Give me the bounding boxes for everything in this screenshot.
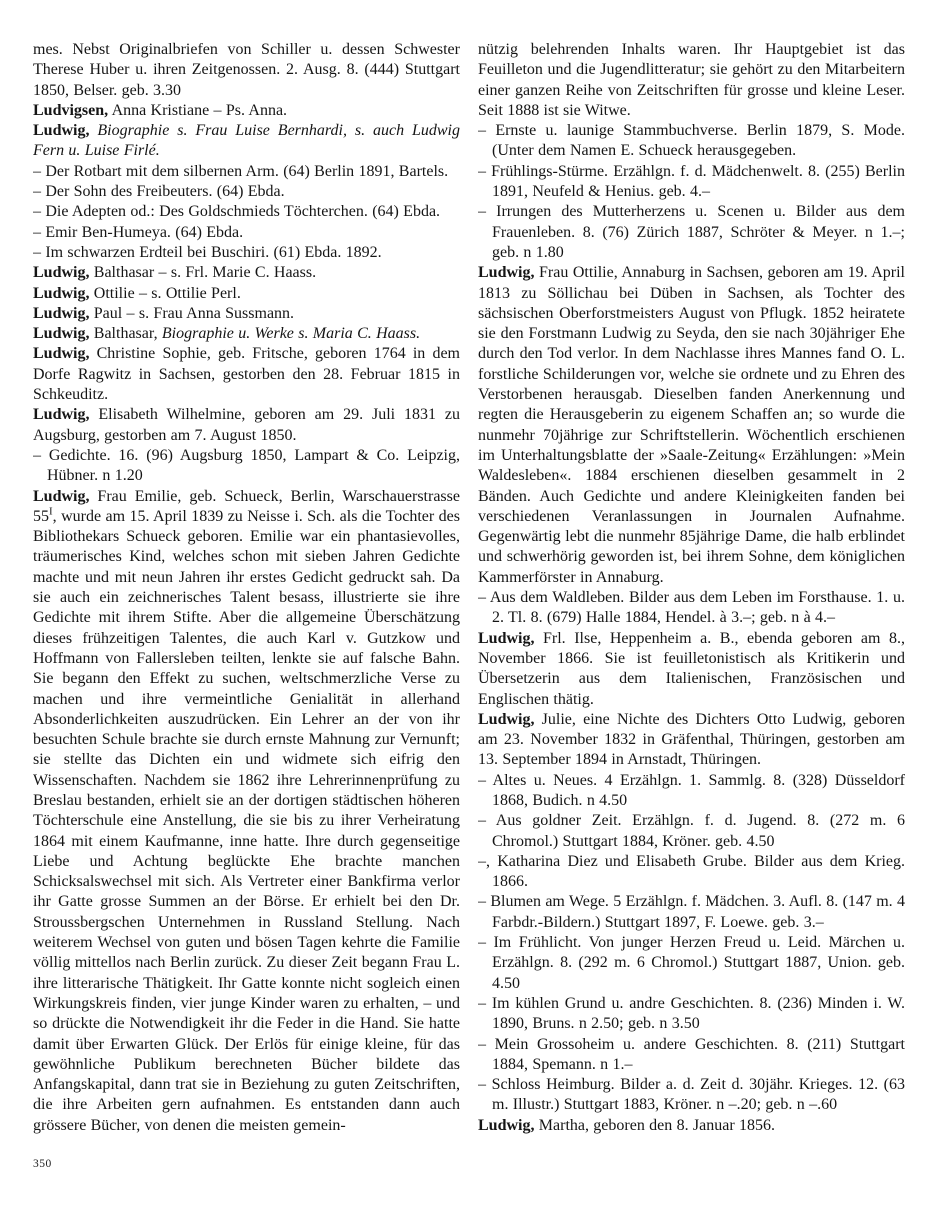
text-segment: Martha, geboren den 8. Januar 1856. (534, 1116, 775, 1134)
text-segment: Frl. Ilse, Heppenheim a. B., ebenda geboren am 8., November 1866. Sie ist feuilletonistisch als Kritikerin und Übersetzerin aus dem Italienischen, Französischen und Englischen thätig. (478, 629, 905, 708)
lexicon-entry (33, 121, 460, 162)
text-segment: Frau Ottilie, Annaburg in Sachsen, geboren am 19. April 1813 zu Söllichau bei Düben in Sachsen, als Tochter des sächsischen Oberforstmeisters August von Pflugk. 1852 heiratete sie den Forstmann Ludwig zu Seyda, den sie nach 30jähriger Ehe durch den Tod verlor. In dem Nachlasse ihres Mannes fand O. L. forstliche Schilderungen vor, welche sie ordnete und zu Ehren des Verstorbenen herausgab. Dieselben fanden Anerkennung und regten die Herausgeberin zu eigenem Schaffen an; so wurde die nunmehr 70jährige zur Schriftstellerin. Wöchentlich erschienen im Unterhaltungsblatte der »Saale-Zeitung« Erzählungen: »Mein Waldesleben«. 1884 erschienen dieselben gesammelt in 2 Bänden. Auch Gedichte und andere Kleinigkeiten fanden bei verschiedenen Veranlassungen in Journalen Aufnahme. Gegenwärtig lebt die nunmehr 85jährige Dame, die halb erblindet und schwerhörig geworden ist, bei ihrem Sohne, dem königlichen Kammerförster in Annaburg. (478, 264, 905, 586)
text-segment: Balthasar – s. Frl. Marie C. Haass. (89, 264, 317, 282)
text-segment: Ludwig, (478, 1116, 535, 1134)
text-segment: Ludwig, (478, 629, 535, 647)
lexicon-entry (33, 304, 460, 324)
text-segment: I (49, 505, 53, 518)
text-segment: Balthasar, (89, 325, 162, 343)
bibliography-item (478, 852, 905, 893)
text-segment: Frau Emilie, geb. Schueck, Berlin, Warschauerstrasse 55 (33, 487, 460, 525)
lexicon-entry (478, 1116, 905, 1136)
bibliography-item (33, 446, 460, 487)
lexicon-entry (33, 487, 460, 1137)
text-segment: – Frühlings-Stürme. Erzählgn. f. d. Mädchenwelt. 8. (255) Berlin 1891, Neufeld & Henius. geb. 4.– (478, 162, 905, 201)
text-segment: – Der Sohn des Freibeuters. (64) Ebda. (33, 183, 285, 201)
text-segment: Ludwig, (33, 406, 90, 424)
bibliography-item (478, 162, 905, 203)
bibliography-item (33, 202, 460, 222)
paragraph (33, 40, 460, 101)
bibliography-item (478, 994, 905, 1035)
bibliography-item (478, 771, 905, 812)
left-column (33, 40, 460, 1165)
bibliography-item (478, 202, 905, 263)
text-segment: mes. Nebst Originalbriefen von Schiller u. dessen Schwester Therese Huber u. ihren Zeitgenossen. 2. Ausg. 8. (444) Stuttgart 1850, Belser. geb. 3.30 (33, 41, 460, 99)
text-segment: – Aus dem Waldleben. Bilder aus dem Leben im Forsthause. 1. u. 2. Tl. 8. (679) Halle 1884, Hendel. à 3.–; geb. n à 4.– (478, 589, 905, 627)
text-segment: Christine Sophie, geb. Fritsche, geboren 1764 in dem Dorfe Ragwitz in Sachsen, gestorben den 28. Februar 1815 in Schkeuditz. (33, 345, 460, 404)
text-segment: Ludwig, (33, 122, 90, 140)
text-columns (33, 40, 905, 1165)
text-segment: Ludwig, (33, 487, 90, 505)
lexicon-entry (33, 405, 460, 446)
lexicon-entry (33, 284, 460, 304)
lexicon-entry (33, 101, 460, 121)
text-segment: Julie, eine Nichte des Dichters Otto Ludwig, geboren am 23. November 1832 in Gräfenthal, Thüringen, gestorben am 13. September 1894 in Arnstadt, Thüringen. (478, 710, 905, 769)
text-segment: Ludvigsen, (33, 101, 109, 119)
bibliography-item (478, 933, 905, 994)
page-number: 350 (33, 1158, 52, 1170)
bibliography-item (33, 162, 460, 182)
text-segment: – Altes u. Neues. 4 Erzählgn. 1. Sammlg. 8. (328) Düsseldorf 1868, Budich. n 4.50 (478, 771, 905, 809)
bibliography-item (478, 1075, 905, 1116)
text-segment: Ludwig, (33, 304, 90, 322)
text-segment: – Ernste u. launige Stammbuchverse. Berlin 1879, S. Mode. (Unter dem Namen E. Schueck herausgegeben. (478, 122, 905, 160)
bibliography-item (478, 1035, 905, 1076)
text-segment: – Der Rotbart mit dem silbernen Arm. (64) Berlin 1891, Bartels. (33, 162, 449, 180)
bibliography-item (33, 243, 460, 263)
lexicon-entry (33, 324, 460, 344)
text-segment: – Blumen am Wege. 5 Erzählgn. f. Mädchen. 3. Aufl. 8. (147 m. 4 Farbdr.-Bildern.) Stuttgart 1897, F. Loewe. geb. 3.– (478, 893, 905, 931)
bibliography-item (478, 892, 905, 933)
text-segment: Ludwig, (33, 284, 90, 302)
bibliography-item (33, 223, 460, 243)
text-segment: Paul – s. Frau Anna Sussmann. (89, 304, 295, 322)
lexicon-entry (33, 344, 460, 405)
text-segment: Anna Kristiane – Ps. Anna. (108, 101, 288, 119)
lexicon-entry (478, 710, 905, 771)
text-segment: – Mein Grossoheim u. andere Geschichten. 8. (211) Stuttgart 1884, Spemann. n 1.– (478, 1035, 905, 1073)
lexicon-entry (33, 263, 460, 283)
text-segment: Ottilie – s. Ottilie Perl. (89, 284, 241, 302)
text-segment: – Die Adepten od.: Des Goldschmieds Töchterchen. (64) Ebda. (33, 203, 441, 221)
text-segment: Ludwig, (33, 345, 90, 363)
text-segment: Biographie s. Frau Luise Bernhardi, s. auch Ludwig Fern u. Luise Firlé. (33, 122, 460, 160)
bibliography-item (478, 121, 905, 162)
text-segment: – Im schwarzen Erdteil bei Buschiri. (61) Ebda. 1892. (33, 243, 382, 261)
text-segment: Ludwig, (33, 325, 90, 343)
text-segment: – Im kühlen Grund u. andre Geschichten. 8. (236) Minden i. W. 1890, Bruns. n 2.50; geb. n 3.50 (478, 994, 905, 1033)
text-segment: – Schloss Heimburg. Bilder a. d. Zeit d. 30jähr. Krieges. 12. (63 m. Illustr.) Stuttgart 1883, Kröner. n –.20; geb. n –.60 (478, 1076, 905, 1114)
lexicon-entry (478, 629, 905, 710)
text-segment: – Emir Ben-Humeya. (64) Ebda. (33, 223, 244, 241)
text-segment: Biographie u. Werke s. Maria C. Haass. (161, 325, 421, 343)
text-segment: Ludwig, (33, 264, 90, 282)
text-segment: nützig belehrenden Inhalts waren. Ihr Hauptgebiet ist das Feuilleton und die Jugendlitteratur; sie gehört zu den Mitarbeitern einer ganzen Reihe von Zeitschriften für grosse und kleine Leser. Seit 1888 ist sie Witwe. (478, 41, 905, 119)
bibliography-item (33, 182, 460, 202)
text-segment: –, Katharina Diez und Elisabeth Grube. Bilder aus dem Krieg. 1866. (478, 852, 905, 891)
text-segment: – Irrungen des Mutterherzens u. Scenen u. Bilder aus dem Frauenleben. 8. (76) Zürich 1887, Schröter & Meyer. n 1.–; geb. n 1.80 (478, 203, 905, 261)
text-segment: – Im Frühlicht. Von junger Herzen Freud u. Leid. Märchen u. Erzählgn. 8. (292 m. 6 Chromol.) Stuttgart 1887, Union. geb. 4.50 (478, 934, 905, 992)
text-segment: – Aus goldner Zeit. Erzählgn. f. d. Jugend. 8. (272 m. 6 Chromol.) Stuttgart 1884, Kröner. geb. 4.50 (478, 812, 905, 850)
text-segment: Ludwig, (478, 710, 535, 728)
paragraph (478, 40, 905, 121)
text-segment: Elisabeth Wilhelmine, geboren am 29. Juli 1831 zu Augsburg, gestorben am 7. August 1850. (33, 406, 460, 444)
text-segment: , wurde am 15. April 1839 zu Neisse i. Sch. als die Tochter des Bibliothekars Schueck geboren. Emilie war ein phantasievolles, träumerisches Kind, welches schon mit sieben Jahren Gedichte machte und mit neun Jahren ihr erstes Gedicht gedruckt sah. Da sie auch ein zeichnerisches Talent besass, illustrierte sie ihre Gedichte mit ihrem Stifte. Aber die allgemeine Überschätzung dieses frühzeitigen Talentes, die auch Karl v. Gutzkow und Hoffmann von Fallersleben teilten, lenkte sie auf falsche Bahn. Sie begann den Effekt zu suchen, weltschmerzliche Verse zu machen und ihre vermeintliche Genialität in allerhand Absonderlichkeiten auszudrücken. Ein Lehrer an der von ihr besuchten Schule brachte sie durch ernste Mahnung zur Vernunft; sie stellte das Dichten ein und widmete sich eifrig den Wissenschaften. Nachdem sie 1862 ihre Lehrerinnenprüfung zu Breslau bestanden, erhielt sie an der dortigen städtischen höheren Töchterschule eine Anstellung, die sie bis zu ihrer Verheiratung 1864 mit einem Kaufmanne, inne hatte. Ihre durch gegenseitige Liebe und Achtung beglückte Ehe brachte manchen Schicksalswechsel mit sich. Als Vertreter einer Bankfirma verlor ihr Gatte grosse Summen an der Börse. Er erhielt bei den Dr. Stroussbergschen Unternehmen in Russland Stellung. Nach weiterem Wechsel von guten und bösen Tagen kehrte die Familie völlig mittellos nach Berlin zurück. Zu dieser Zeit begann Frau L. ihre litterarische Thätigkeit. Ihr Gatte konnte nicht sogleich einen Wirkungskreis finden, vier junge Kinder waren zu erhalten, – und so drückte die Notwendigkeit ihr die Feder in die Hand. Sie hatte damit über Erwarten Glück. Der Erlös für einige kleine, für das gewöhnliche Publikum berechneten Bücher bildete das Anfangskapital, dann trat sie in Beziehung zu guten Zeitschriften, die ihre Arbeiten gern aufnahmen. Es entstanden dann auch grössere Bücher, von denen die meisten gemein- (33, 507, 460, 1134)
text-segment: Ludwig, (478, 264, 535, 282)
text-segment: – Gedichte. 16. (96) Augsburg 1850, Lampart & Co. Leipzig, Hübner. n 1.20 (33, 446, 460, 485)
bibliography-item (478, 811, 905, 852)
bibliography-item (478, 588, 905, 629)
lexicon-entry (478, 263, 905, 588)
right-column (478, 40, 905, 1165)
